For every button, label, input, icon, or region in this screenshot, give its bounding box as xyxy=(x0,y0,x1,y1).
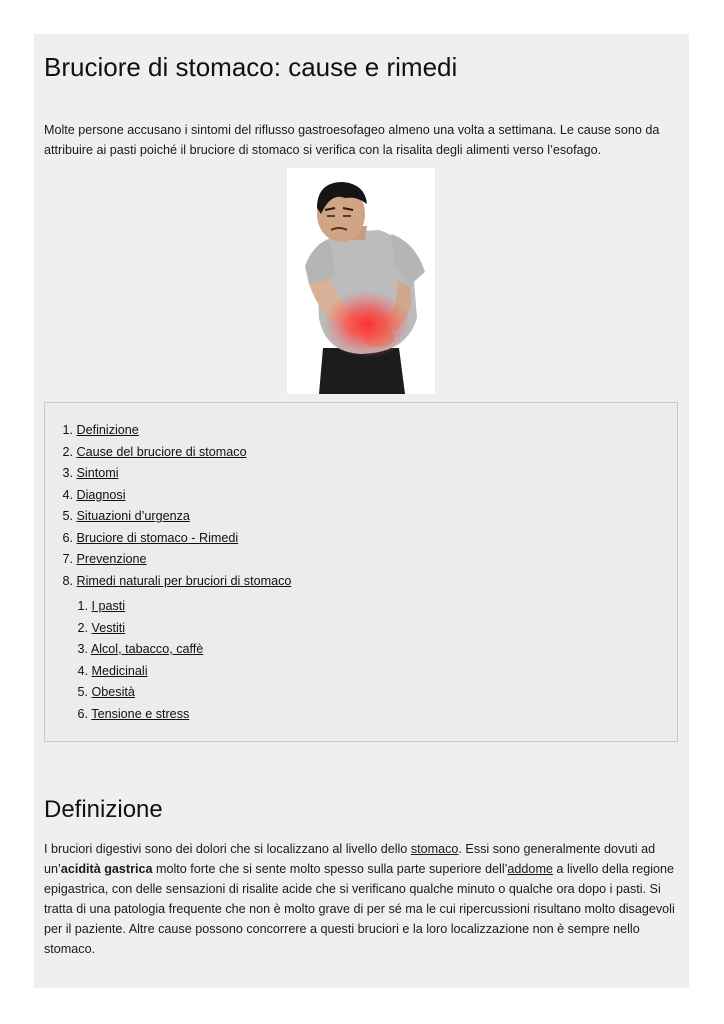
toc-subitem xyxy=(60,682,203,704)
paragraph-text: I bruciori digestivi sono dei dolori che si localizzano al livello dello xyxy=(44,842,411,856)
toc-subitem xyxy=(60,639,203,661)
toc-sub-list xyxy=(60,596,203,725)
link-stomaco[interactable]: stomaco xyxy=(410,842,459,856)
intro-paragraph: Molte persone accusano i sintomi del riflusso gastroesofageo almeno una volta a settimana. Le cause sono da attribuire ai pasti poiché il bruciore di stomaco si verifica con la risalita degli alimenti verso l’esofago. xyxy=(44,123,660,157)
page-title: Bruciore di stomaco: cause e rimedi xyxy=(44,52,458,82)
link-addome[interactable]: addome xyxy=(507,862,553,876)
toc-link-alcol[interactable]: Alcol, tabacco, caffè xyxy=(90,642,204,656)
toc-item xyxy=(45,506,291,528)
toc-item-number: 1. xyxy=(62,423,73,437)
toc-link-vestiti[interactable]: Vestiti xyxy=(91,620,126,635)
toc-item-number: 4. xyxy=(77,663,88,678)
toc-item-number: 6. xyxy=(62,530,73,545)
article-page xyxy=(34,34,689,988)
hero-image xyxy=(287,168,435,394)
toc-item-number: 5. xyxy=(62,509,73,523)
toc-link-sintomi[interactable]: Sintomi xyxy=(76,466,119,480)
toc-item-number: 3. xyxy=(77,642,88,656)
toc-item xyxy=(45,485,291,507)
toc-link-cause[interactable]: Cause del bruciore di stomaco xyxy=(76,444,247,459)
toc-item xyxy=(45,420,291,442)
toc-item-number: 2. xyxy=(77,620,88,635)
toc-item-number: 3. xyxy=(62,466,73,480)
toc-item-number: 8. xyxy=(62,573,73,588)
toc-link-diagnosi[interactable]: Diagnosi xyxy=(76,487,126,502)
toc-item xyxy=(45,463,291,485)
table-of-contents xyxy=(44,402,678,742)
man-stomach-pain-illustration xyxy=(287,168,435,394)
toc-link-urgenza[interactable]: Situazioni d’urgenza xyxy=(76,509,190,523)
paragraph-text: a livello della regione epigastrica, con delle sensazioni di risalite acide che si verificano qualche minuto o qualche ora dopo i pasti. Si tratta di una patologia frequente che non è molto grave di per sé ma le cui ripercussioni risultano molto disagevoli per il paziente. Altre cause possono concorrere a questi bruciori e la loro localizzazione non è sempre nello stomaco. xyxy=(44,862,675,956)
toc-item xyxy=(45,549,291,571)
toc-link-medicinali[interactable]: Medicinali xyxy=(91,663,148,678)
toc-link-prevenzione[interactable]: Prevenzione xyxy=(76,552,147,566)
toc-subitem xyxy=(60,596,203,618)
toc-subitem xyxy=(60,661,203,683)
bold-term: acidità gastrica xyxy=(60,862,153,876)
toc-main-list xyxy=(45,420,291,592)
toc-item-number: 7. xyxy=(62,552,73,566)
toc-item-number: 6. xyxy=(77,706,88,721)
section-heading: Definizione xyxy=(44,796,163,823)
toc-link-definizione[interactable]: Definizione xyxy=(76,423,139,437)
paragraph-text: molto forte che si sente molto spesso sulla parte superiore dell’ xyxy=(152,862,508,876)
toc-item-number: 2. xyxy=(62,444,73,459)
toc-item xyxy=(45,442,291,464)
definition-paragraph xyxy=(44,839,684,959)
toc-link-rimedi-naturali[interactable]: Rimedi naturali per bruciori di stomaco xyxy=(76,573,292,588)
toc-subitem xyxy=(60,704,203,726)
toc-subitem xyxy=(60,618,203,640)
paragraph-text: . Essi sono generalmente dovuti ad un’ xyxy=(44,842,656,876)
toc-link-pasti[interactable]: I pasti xyxy=(91,599,126,613)
toc-item xyxy=(45,528,291,550)
toc-item-number: 1. xyxy=(77,599,88,613)
toc-item-number: 5. xyxy=(77,685,88,699)
toc-item xyxy=(45,571,291,593)
toc-link-obesita[interactable]: Obesità xyxy=(91,685,135,699)
toc-link-rimedi[interactable]: Bruciore di stomaco - Rimedi xyxy=(76,530,239,545)
toc-link-tensione[interactable]: Tensione e stress xyxy=(91,706,190,721)
toc-item-number: 4. xyxy=(62,487,73,502)
